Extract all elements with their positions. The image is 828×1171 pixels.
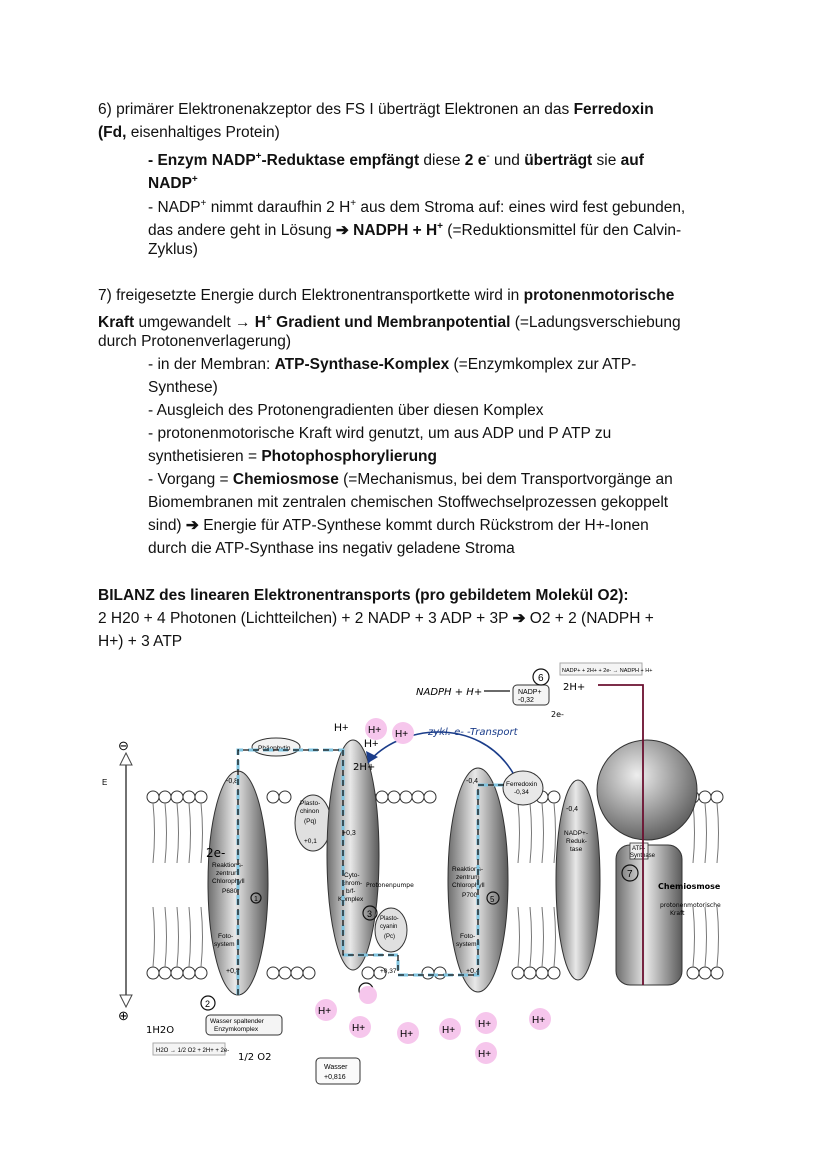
nadp-reductase (556, 780, 600, 980)
pheophytin (252, 738, 300, 756)
ps2-value-top: -0,8 (226, 778, 239, 785)
step-2: 2 (205, 999, 211, 1009)
step-1: 1 (254, 896, 258, 903)
atp-label-2: Synthase (630, 853, 656, 859)
section7-bullet-4d: durch die ATP-Synthase ins negativ geladene Stroma (148, 540, 515, 557)
ps1-fs-2: system I (456, 941, 481, 948)
pq-value: +0,1 (304, 838, 317, 845)
energy-axis (102, 738, 132, 1023)
hw-pmk-1: protonenmotorische (660, 902, 721, 909)
ps1-value-top: -0,4 (466, 778, 479, 785)
section6-bullet-1: - Enzym NADP+-Reduktase empfängt diese 2 e- und überträgt sie auf (148, 151, 644, 170)
ferredoxin-value: -0,34 (514, 789, 529, 796)
step-3: 3 (367, 909, 373, 919)
cyclic-arrow (368, 732, 513, 773)
atp-synthase (597, 740, 697, 985)
nadp-red-value: -0,4 (566, 806, 579, 813)
ps1-rz-2: zentrum (456, 874, 480, 881)
hw-h2o: 1H2O (146, 1025, 175, 1036)
ferredoxin (503, 771, 543, 805)
bilanz-equation-2: H+) + 3 ATP (98, 633, 183, 650)
cyto-label-3: b/f- (346, 888, 356, 895)
axis-e-label: E (102, 778, 108, 787)
step-7: 7 (627, 869, 633, 880)
proton: H+ (318, 1006, 332, 1017)
section7-bullet-1b: Synthese) (148, 379, 218, 396)
water-equation: H2O → 1/2 O2 + 2H+ + 2e- (156, 1048, 230, 1054)
section7-bullet-4: - Vorgang = Chemiosmose (=Mechanismus, bei dem Transportvorgänge an (148, 471, 673, 488)
section7-line-2: Kraft umgewandelt → H+ Gradient und Membranpotential (=Ladungsverschiebung (98, 313, 681, 332)
water-complex-label-2: Enzymkomplex (214, 1026, 259, 1033)
water-label: Wasser (324, 1064, 348, 1071)
proton: H+ (334, 722, 349, 734)
atp-label-1: ATP- (632, 846, 646, 852)
section6-bullet-2: - NADP+ nimmt daraufhin 2 H+ aus dem Stroma auf: eines wird fest gebunden, (148, 198, 686, 217)
section7-line-1: 7) freigesetzte Energie durch Elektronentransportkette wird in protonenmotorische (98, 287, 675, 304)
pq-label-3: (Pq) (304, 818, 317, 825)
hw-chemiosmose: Chemiosmose (658, 882, 721, 891)
hw-2h-top: 2H+ (563, 682, 586, 693)
ps1-fs-1: Foto- (460, 933, 476, 940)
nadp-red-label-2: Reduk- (566, 838, 587, 845)
hw-2e-left: 2e- (206, 846, 226, 860)
hw-2h-mid: 2H+ (353, 762, 376, 773)
proton: H+ (532, 1015, 546, 1026)
plastochinon (295, 795, 331, 851)
nadp-box-label: NADP+ (518, 689, 542, 696)
pq-label-2: chinon (300, 808, 320, 815)
pc-label-2: cyanin (380, 924, 398, 930)
section6-intro-2: (Fd, eisenhaltiges Protein) (98, 124, 280, 141)
ferredoxin-label: Ferredoxin (506, 781, 538, 788)
water-box (316, 1058, 360, 1084)
nadp-red-label-3: tase (570, 846, 583, 853)
ps2-rz-3: Chlorophyll (212, 878, 245, 885)
cyto-label-2: chrom- (342, 880, 363, 887)
thylakoid-diagram (98, 655, 738, 1110)
ps2-rz-2: zentrum (216, 870, 240, 877)
plastocyanin (375, 908, 407, 975)
ps1-p700: P700 (462, 892, 478, 899)
section7-bullet-1: - in der Membran: ATP-Synthase-Komplex (=Enzymkomplex zur ATP- (148, 356, 637, 373)
bilanz-heading: BILANZ des linearen Elektronentransports (pro gebildetem Molekül O2): (98, 587, 629, 604)
ps2-p680: P680 (222, 888, 238, 895)
proton: H+ (442, 1025, 456, 1036)
water-value: +0,816 (324, 1074, 346, 1081)
axis-plus-label: ⊕ (118, 1008, 129, 1023)
ps2-rz-1: Reaktions- (212, 862, 244, 869)
axis-minus-label: ⊖ (118, 738, 129, 753)
section7-line-3: durch Protonenverlagerung) (98, 333, 292, 350)
section7-bullet-4c: sind) ➔ Energie für ATP-Synthese kommt durch Rückstrom der H+-Ionen (148, 517, 649, 534)
hw-o2: 1/2 O2 (238, 1052, 272, 1063)
hw-2e-right: 2e- (551, 710, 564, 719)
hw-pmk-2: Kraft (670, 910, 685, 917)
nadp-red-label-1: NADP+- (564, 830, 589, 837)
pc-label-3: (Pc) (384, 934, 395, 940)
cyto-label-1: Cyto- (344, 872, 360, 879)
section7-bullet-3: - protonenmotorische Kraft wird genutzt, um aus ADP und P ATP zu (148, 425, 612, 442)
hw-nadph: NADPH + H+ (416, 687, 483, 698)
section6-bullet-2b: das andere geht in Lösung ➔ NADPH + H+ (=Reduktionsmittel für den Calvin- (148, 221, 682, 240)
cyto-value: +0,3 (342, 830, 356, 837)
step-5: 5 (490, 895, 495, 904)
pc-value: +0,37 (380, 968, 397, 975)
proton: H+ (368, 725, 382, 736)
section7-bullet-3b: synthetisieren = Photophosphorylierung (148, 448, 437, 465)
hw-proton-pump: Protonenpumpe (366, 882, 414, 889)
proton: H+ (478, 1049, 492, 1060)
pheophytin-label: Phäophytin (258, 745, 291, 752)
ps1-rz-3: Chlorophyll (452, 882, 485, 889)
nadp-equation: NADP+ + 2H+ + 2e- → NADPH + H+ (562, 668, 653, 674)
proton: H+ (478, 1019, 492, 1030)
proton: H+ (352, 1023, 366, 1034)
pc-label-1: Plasto- (380, 916, 399, 922)
proton: H+ (364, 738, 379, 750)
water-complex-label-1: Wasser spaltender (210, 1018, 264, 1025)
cyto-label-4: Komplex (338, 896, 364, 903)
ps2-fs-2: system II (214, 941, 241, 948)
proton: H+ (395, 729, 409, 740)
ps2-value-bottom: +0,8 (226, 968, 240, 975)
section7-bullet-2: - Ausgleich des Protonengradienten über diesen Komplex (148, 402, 544, 419)
cytochrome-complex (327, 740, 379, 970)
step-6: 6 (538, 673, 544, 684)
section6-intro: 6) primärer Elektronenakzeptor des FS I überträgt Elektronen an das Ferredoxin (98, 101, 654, 118)
hw-cyclic-label: zykl. e- -Transport (428, 727, 518, 738)
section6-bullet-1b: NADP+ (148, 174, 198, 193)
ps1-value-bottom: +0,4 (466, 968, 480, 975)
ps1-rz-1: Reaktions- (452, 866, 484, 873)
pq-label-1: Plasto- (300, 800, 321, 807)
section6-bullet-2c: Zyklus) (148, 241, 198, 258)
proton: H+ (400, 1029, 414, 1040)
nadp-box-value: -0,32 (518, 697, 534, 704)
section7-bullet-4b: Biomembranen mit zentralen chemischen Stoffwechselprozessen gekoppelt (148, 494, 669, 511)
ps2-fs-1: Foto- (218, 933, 234, 940)
bilanz-equation-1: 2 H20 + 4 Photonen (Lichtteilchen) + 2 NADP + 3 ADP + 3P ➔ O2 + 2 (NADPH + (98, 610, 654, 627)
